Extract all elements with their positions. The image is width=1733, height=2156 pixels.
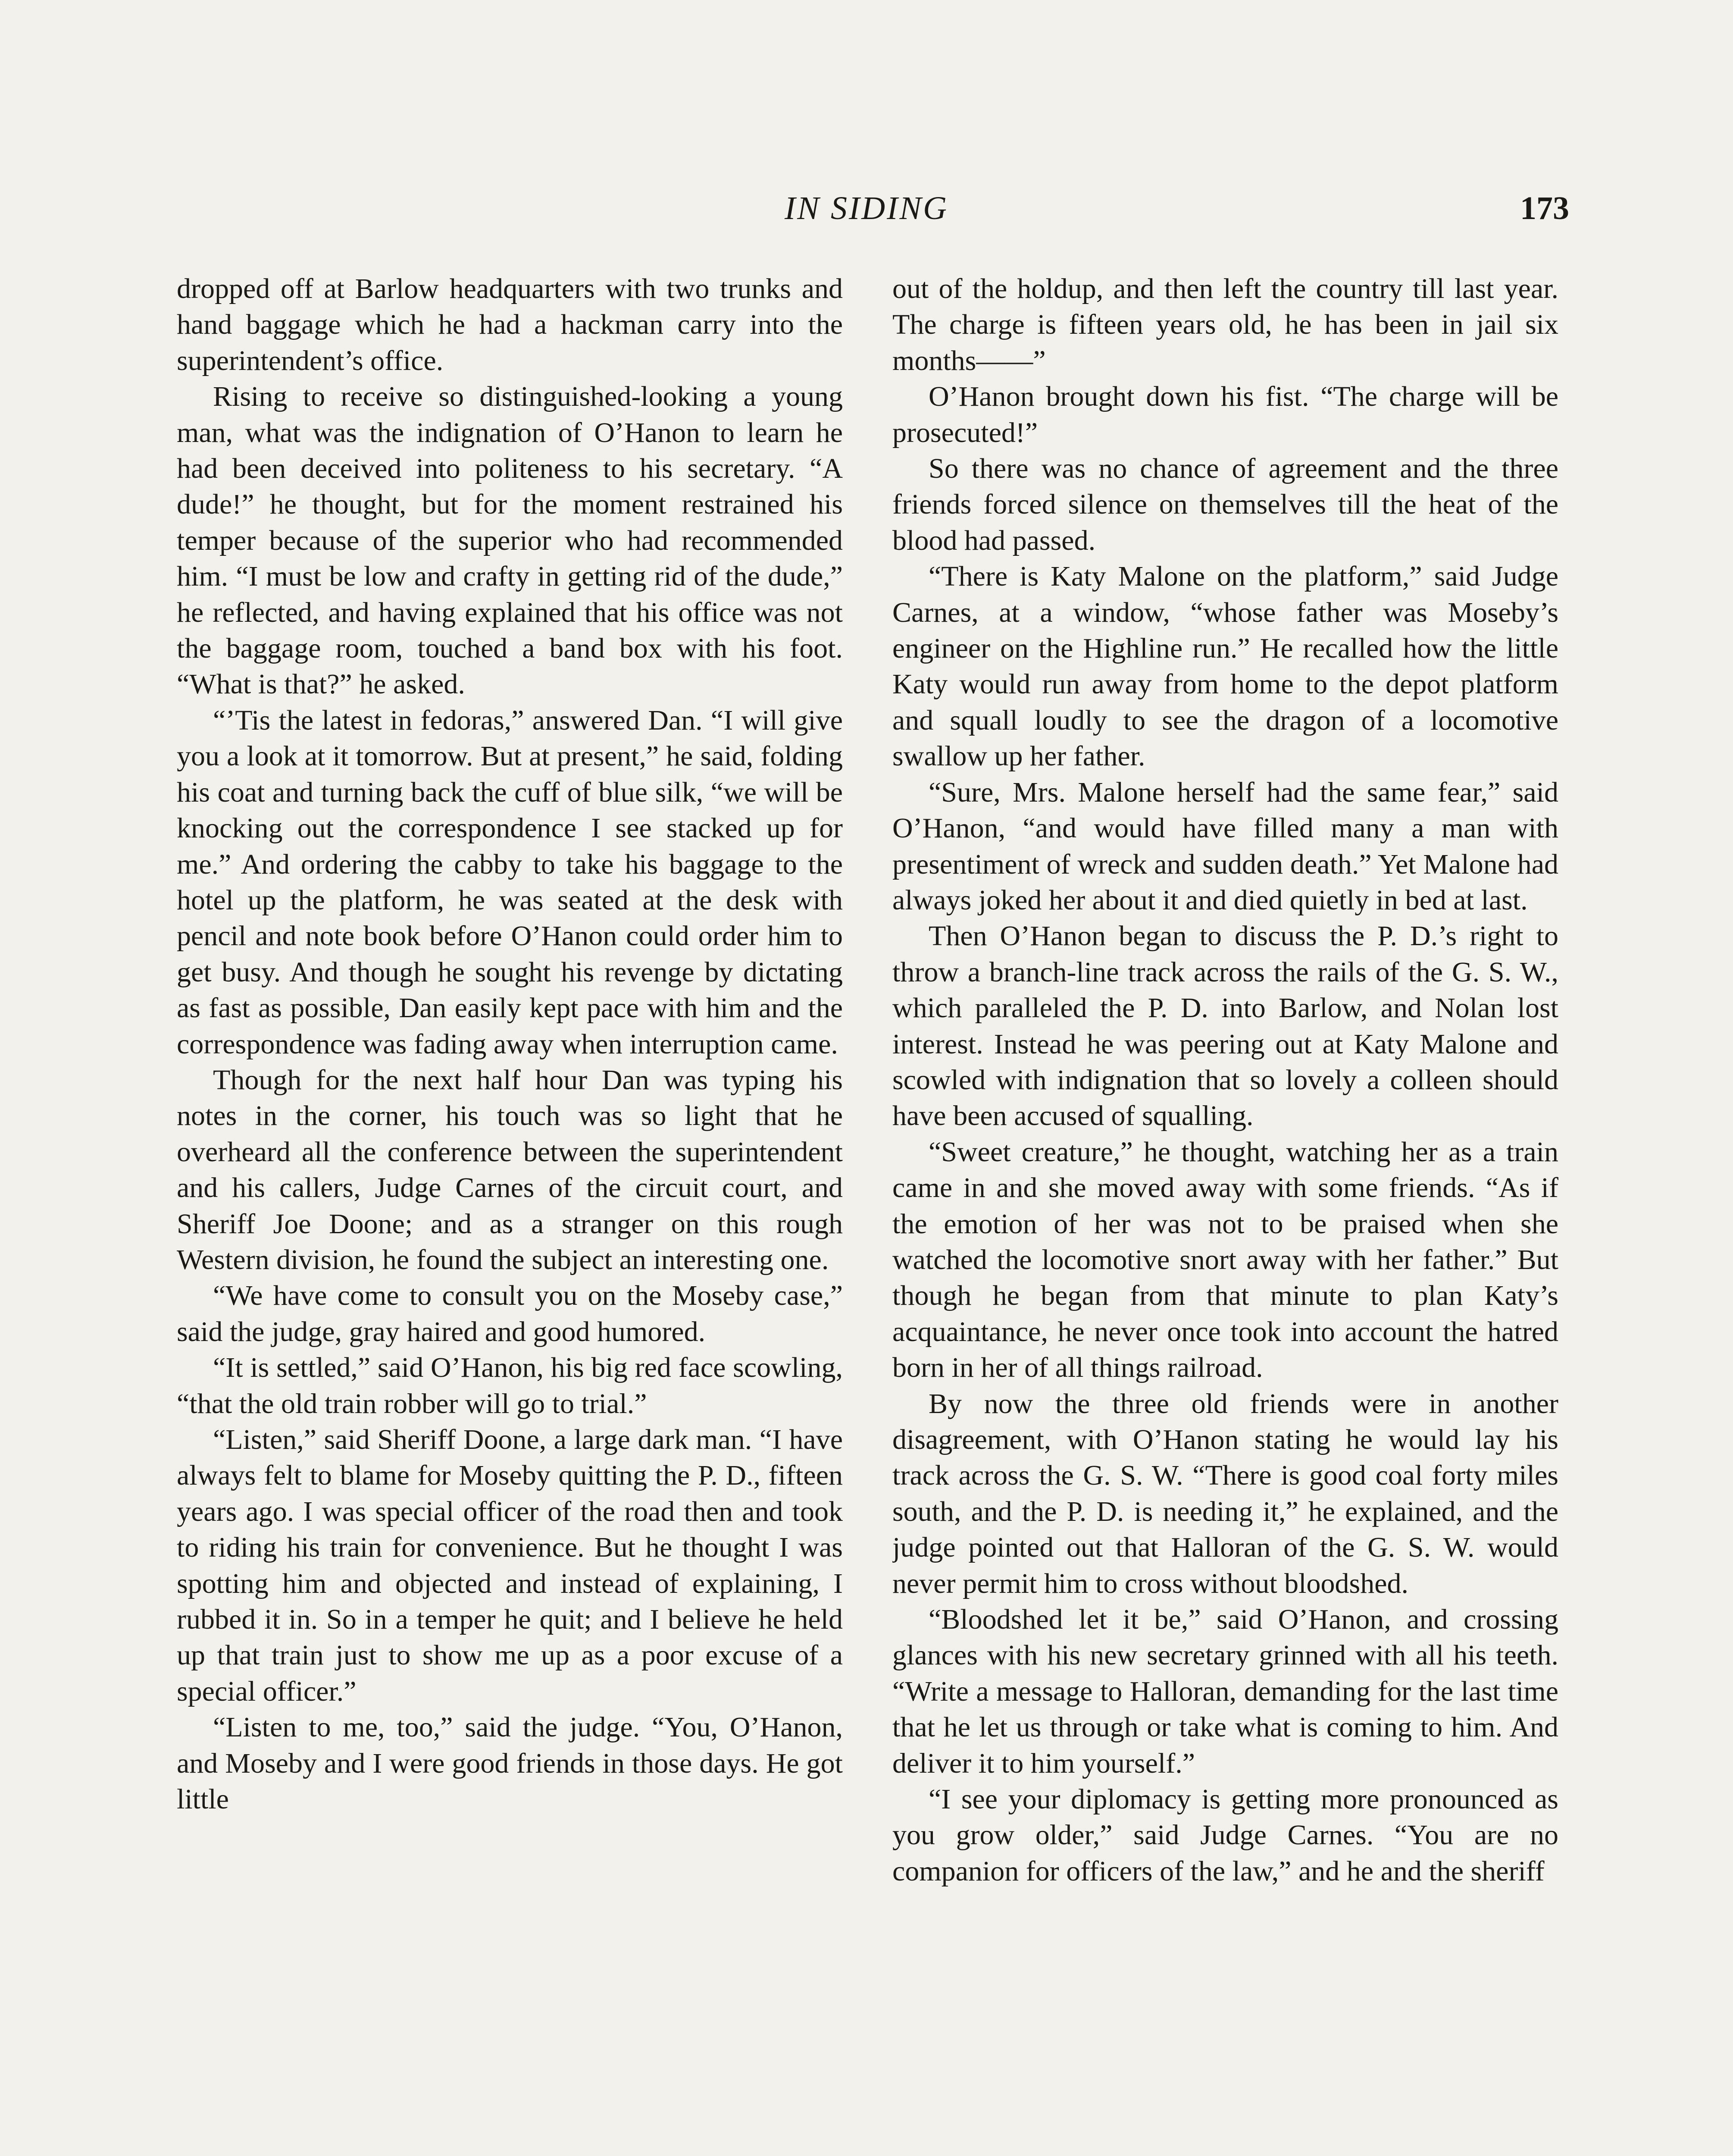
paragraph: “Sure, Mrs. Malone herself had the same fear,” said O’Hanon, “and would have filled many a man with presentiment of wreck and sudden death.” Yet Malone had always joked her about it and died quietly in bed at last. — [892, 776, 1558, 916]
paragraph: So there was no chance of agreement and the three friends forced silence on themselves till the heat of the blood had passed. — [892, 453, 1558, 556]
page-number: 173 — [1520, 190, 1569, 226]
paragraph: “Sweet creature,” he thought, watching her as a train came in and she moved away with some friends. “As if the emotion of her was not to be praised when she watched the locomotive snort away with her father.” But though he began from that minute to plan Katy’s acquaintance, he never once took into account the hatred born in her of all things railroad. — [892, 1136, 1558, 1384]
paragraph: dropped off at Barlow headquarters with two trunks and hand baggage which he had a hackman carry into the superintendent’s office. — [177, 273, 843, 376]
paragraph: out of the holdup, and then left the country till last year. The charge is fifteen years old, he has been in jail six months——” — [892, 273, 1558, 376]
paragraph: “We have come to consult you on the Moseby case,” said the judge, gray haired and good humored. — [177, 1280, 843, 1348]
paragraph: “Listen,” said Sheriff Doone, a large dark man. “I have always felt to blame for Moseby quitting the P. D., fifteen years ago. I was special officer of the road then and took to riding his train for convenience. But he thought I was spotting him and objected and instead of explaining, I rubbed it in. So in a temper he quit; and I believe he held up that train just to show me up as a poor excuse of a special officer.” — [177, 1424, 843, 1707]
paragraph: O’Hanon brought down his fist. “The charge will be prosecuted!” — [892, 381, 1558, 448]
paragraph: Though for the next half hour Dan was typing his notes in the corner, his touch was so light that he overheard all the conference between the superintendent and his callers, Judge Carnes of the circuit court, and Sheriff Joe Doone; and as a stranger on this rough Western division, he found the subject an interesting one. — [177, 1064, 843, 1275]
running-title: IN SIDING — [784, 190, 949, 226]
right-column — [892, 271, 1558, 2156]
paragraph: “Listen to me, too,” said the judge. “You, O’Hanon, and Moseby and I were good friends in those days. He got little — [177, 1711, 843, 1815]
paragraph: “Bloodshed let it be,” said O’Hanon, and crossing glances with his new secretary grinned with all his teeth. “Write a message to Halloran, demanding for the last time that he let us through or take what is coming to him. And deliver it to him yourself.” — [892, 1604, 1558, 1779]
paragraph: Then O’Hanon began to discuss the P. D.’s right to throw a branch-line track across the rails of the G. S. W., which paralleled the P. D. into Barlow, and Nolan lost interest. Instead he was peering out at Katy Malone and scowled with indignation that so lovely a colleen should have been accused of squalling. — [892, 920, 1558, 1132]
paragraph: “I see your diplomacy is getting more pronounced as you grow older,” said Judge Carnes. “You are no companion for officers of the law,” and he and the sheriff — [892, 1783, 1558, 1887]
left-column — [177, 271, 843, 2156]
paragraph: “It is settled,” said O’Hanon, his big red face scowling, “that the old train robber will go to trial.” — [177, 1352, 843, 1420]
paragraph: Rising to receive so distinguished-looking a young man, what was the indignation of O’Hanon to learn he had been deceived into politeness to his secretary. “A dude!” he thought, but for the moment restrained his temper because of the superior who had recommended him. “I must be low and crafty in getting rid of the dude,” he reflected, and having explained that his office was not the baggage room, touched a band box with his foot. “What is that?” he asked. — [177, 381, 843, 700]
paragraph: “There is Katy Malone on the platform,” said Judge Carnes, at a window, “whose father was Moseby’s engineer on the Highline run.” He recalled how the little Katy would run away from home to the depot platform and squall loudly to see the dragon of a locomotive swallow up her father. — [892, 561, 1558, 772]
paragraph: By now the three old friends were in another disagreement, with O’Hanon stating he would lay his track across the G. S. W. “There is good coal forty miles south, and the P. D. is needing it,” he explained, and the judge pointed out that Halloran of the G. S. W. would never permit him to cross without bloodshed. — [892, 1388, 1558, 1599]
paragraph: “’Tis the latest in fedoras,” answered Dan. “I will give you a look at it tomorrow. But at present,” he said, folding his coat and turning back the cuff of blue silk, “we will be knocking out the correspondence I see stacked up for me.” And ordering the cabby to take his baggage to the hotel up the platform, he was seated at the desk with pencil and note book before O’Hanon could order him to get busy. And though he sought his revenge by dictating as fast as possible, Dan easily kept pace with him and the correspondence was fading away when interruption came. — [177, 704, 843, 1060]
page-header — [0, 190, 1733, 241]
